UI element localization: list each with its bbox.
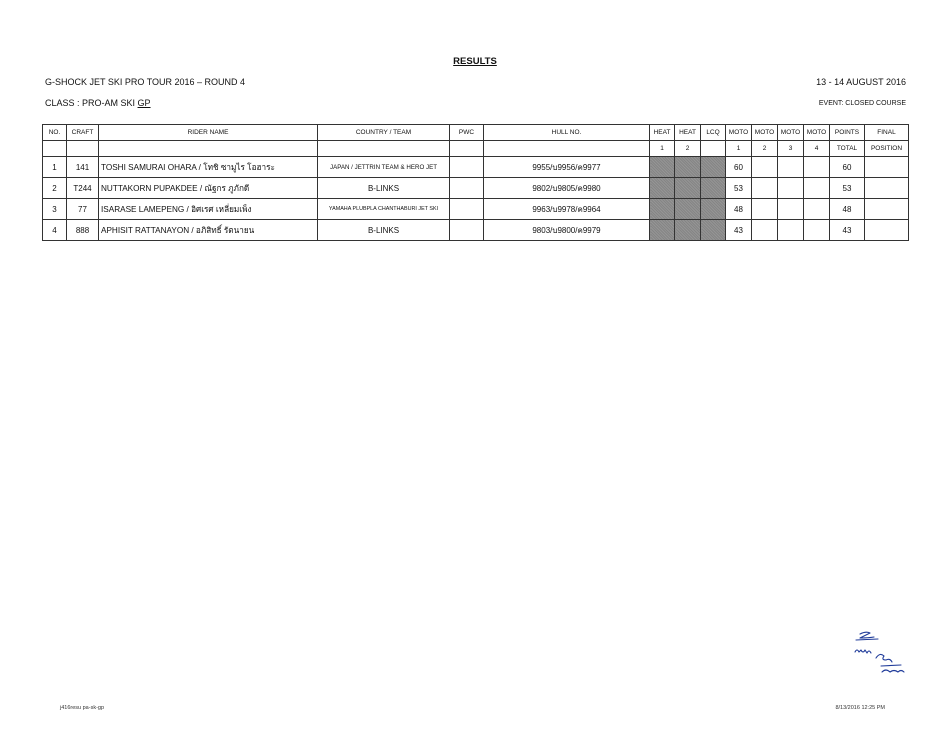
- moto2-cell: [752, 199, 778, 220]
- no-cell: 1: [43, 157, 67, 178]
- event-name: G-SHOCK JET SKI PRO TOUR 2016 – ROUND 4: [45, 77, 246, 87]
- heat2-cell: [675, 178, 701, 199]
- hull-cell: 9803/บ9800/ค9979: [484, 220, 650, 241]
- header-cell: 1: [726, 141, 752, 157]
- final-cell: [865, 157, 909, 178]
- pwc-cell: [450, 220, 484, 241]
- moto1-cell: 53: [726, 178, 752, 199]
- event-dates: 13 - 14 AUGUST 2016: [816, 77, 906, 87]
- header-cell: FINAL: [865, 125, 909, 141]
- header-cell: CRAFT: [67, 125, 99, 141]
- header-cell: MOTO: [726, 125, 752, 141]
- team-cell: B-LINKS: [318, 220, 450, 241]
- moto4-cell: [804, 178, 830, 199]
- final-cell: [865, 220, 909, 241]
- moto4-cell: [804, 199, 830, 220]
- table-row: [43, 178, 909, 199]
- moto3-cell: [778, 220, 804, 241]
- class-line: [45, 98, 151, 108]
- class-code: GP: [137, 98, 151, 108]
- header-cell: 1: [650, 141, 675, 157]
- rider-cell: ISARASE LAMEPENG / อิศเรศ เหลี่ยมเพ็ง: [99, 199, 318, 220]
- header-cell: POINTS: [830, 125, 865, 141]
- moto1-cell: 60: [726, 157, 752, 178]
- handwritten-signature: [846, 628, 910, 678]
- moto3-cell: [778, 157, 804, 178]
- moto2-cell: [752, 157, 778, 178]
- lcq-cell: [701, 199, 726, 220]
- no-cell: 2: [43, 178, 67, 199]
- table-row: [43, 157, 909, 178]
- header-cell: POSITION: [865, 141, 909, 157]
- craft-cell: 888: [67, 220, 99, 241]
- footer-timestamp: 8/13/2016 12:25 PM: [835, 705, 885, 711]
- heat1-cell: [650, 220, 675, 241]
- moto2-cell: [752, 220, 778, 241]
- pwc-cell: [450, 178, 484, 199]
- header-cell: [701, 141, 726, 157]
- hull-cell: 9955/บ9956/ค9977: [484, 157, 650, 178]
- header-cell: HEAT: [675, 125, 701, 141]
- header-cell: [43, 141, 67, 157]
- header-cell: NO.: [43, 125, 67, 141]
- header-cell: 3: [778, 141, 804, 157]
- header-cell: MOTO: [778, 125, 804, 141]
- class-label: CLASS : PRO-AM SKI: [45, 98, 138, 108]
- header-cell: [67, 141, 99, 157]
- header-cell: [318, 141, 450, 157]
- heat1-cell: [650, 199, 675, 220]
- header-cell: 2: [752, 141, 778, 157]
- header-cell: RIDER NAME: [99, 125, 318, 141]
- rider-cell: APHISIT RATTANAYON / อภิสิทธิ์ รัตนายน: [99, 220, 318, 241]
- final-cell: [865, 199, 909, 220]
- page-title: RESULTS: [453, 56, 497, 67]
- header-row-top: [43, 125, 909, 141]
- header-cell: COUNTRY / TEAM: [318, 125, 450, 141]
- header-cell: PWC: [450, 125, 484, 141]
- footer-file-id: j416resu pa-sk-gp: [60, 705, 105, 711]
- table-row: [43, 199, 909, 220]
- moto4-cell: [804, 157, 830, 178]
- pwc-cell: [450, 157, 484, 178]
- moto4-cell: [804, 220, 830, 241]
- lcq-cell: [701, 157, 726, 178]
- heat2-cell: [675, 199, 701, 220]
- hull-cell: 9802/บ9805/ค9980: [484, 178, 650, 199]
- rider-cell: NUTTAKORN PUPAKDEE / ณัฐกร ภูภักดี: [99, 178, 318, 199]
- craft-cell: 141: [67, 157, 99, 178]
- team-cell: JAPAN / JETTRIN TEAM & HERO JET: [318, 157, 450, 178]
- moto1-cell: 43: [726, 220, 752, 241]
- header-cell: [99, 141, 318, 157]
- header-row-bottom: [43, 141, 909, 157]
- header-cell: 4: [804, 141, 830, 157]
- rider-cell: TOSHI SAMURAI OHARA / โทชิ ซามูไร โอฮาระ: [99, 157, 318, 178]
- moto3-cell: [778, 178, 804, 199]
- heat2-cell: [675, 157, 701, 178]
- hull-cell: 9963/บ9978/ค9964: [484, 199, 650, 220]
- header-cell: 2: [675, 141, 701, 157]
- header-cell: MOTO: [752, 125, 778, 141]
- heat1-cell: [650, 157, 675, 178]
- lcq-cell: [701, 178, 726, 199]
- header-cell: LCQ: [701, 125, 726, 141]
- pwc-cell: [450, 199, 484, 220]
- points-cell: 43: [830, 220, 865, 241]
- no-cell: 4: [43, 220, 67, 241]
- points-cell: 53: [830, 178, 865, 199]
- no-cell: 3: [43, 199, 67, 220]
- heat1-cell: [650, 178, 675, 199]
- points-cell: 48: [830, 199, 865, 220]
- heat2-cell: [675, 220, 701, 241]
- moto3-cell: [778, 199, 804, 220]
- header-cell: MOTO: [804, 125, 830, 141]
- craft-cell: 77: [67, 199, 99, 220]
- team-cell: B-LINKS: [318, 178, 450, 199]
- header-cell: [484, 141, 650, 157]
- event-type: EVENT: CLOSED COURSE: [818, 100, 906, 107]
- header-cell: HULL NO.: [484, 125, 650, 141]
- table-row: [43, 220, 909, 241]
- header-cell: HEAT: [650, 125, 675, 141]
- lcq-cell: [701, 220, 726, 241]
- moto2-cell: [752, 178, 778, 199]
- team-cell: YAMAHA PLUBPLA CHANTHABURI JET SKI: [318, 199, 450, 220]
- points-cell: 60: [830, 157, 865, 178]
- craft-cell: T244: [67, 178, 99, 199]
- header-cell: [450, 141, 484, 157]
- results-table: [42, 124, 909, 241]
- final-cell: [865, 178, 909, 199]
- moto1-cell: 48: [726, 199, 752, 220]
- header-cell: TOTAL: [830, 141, 865, 157]
